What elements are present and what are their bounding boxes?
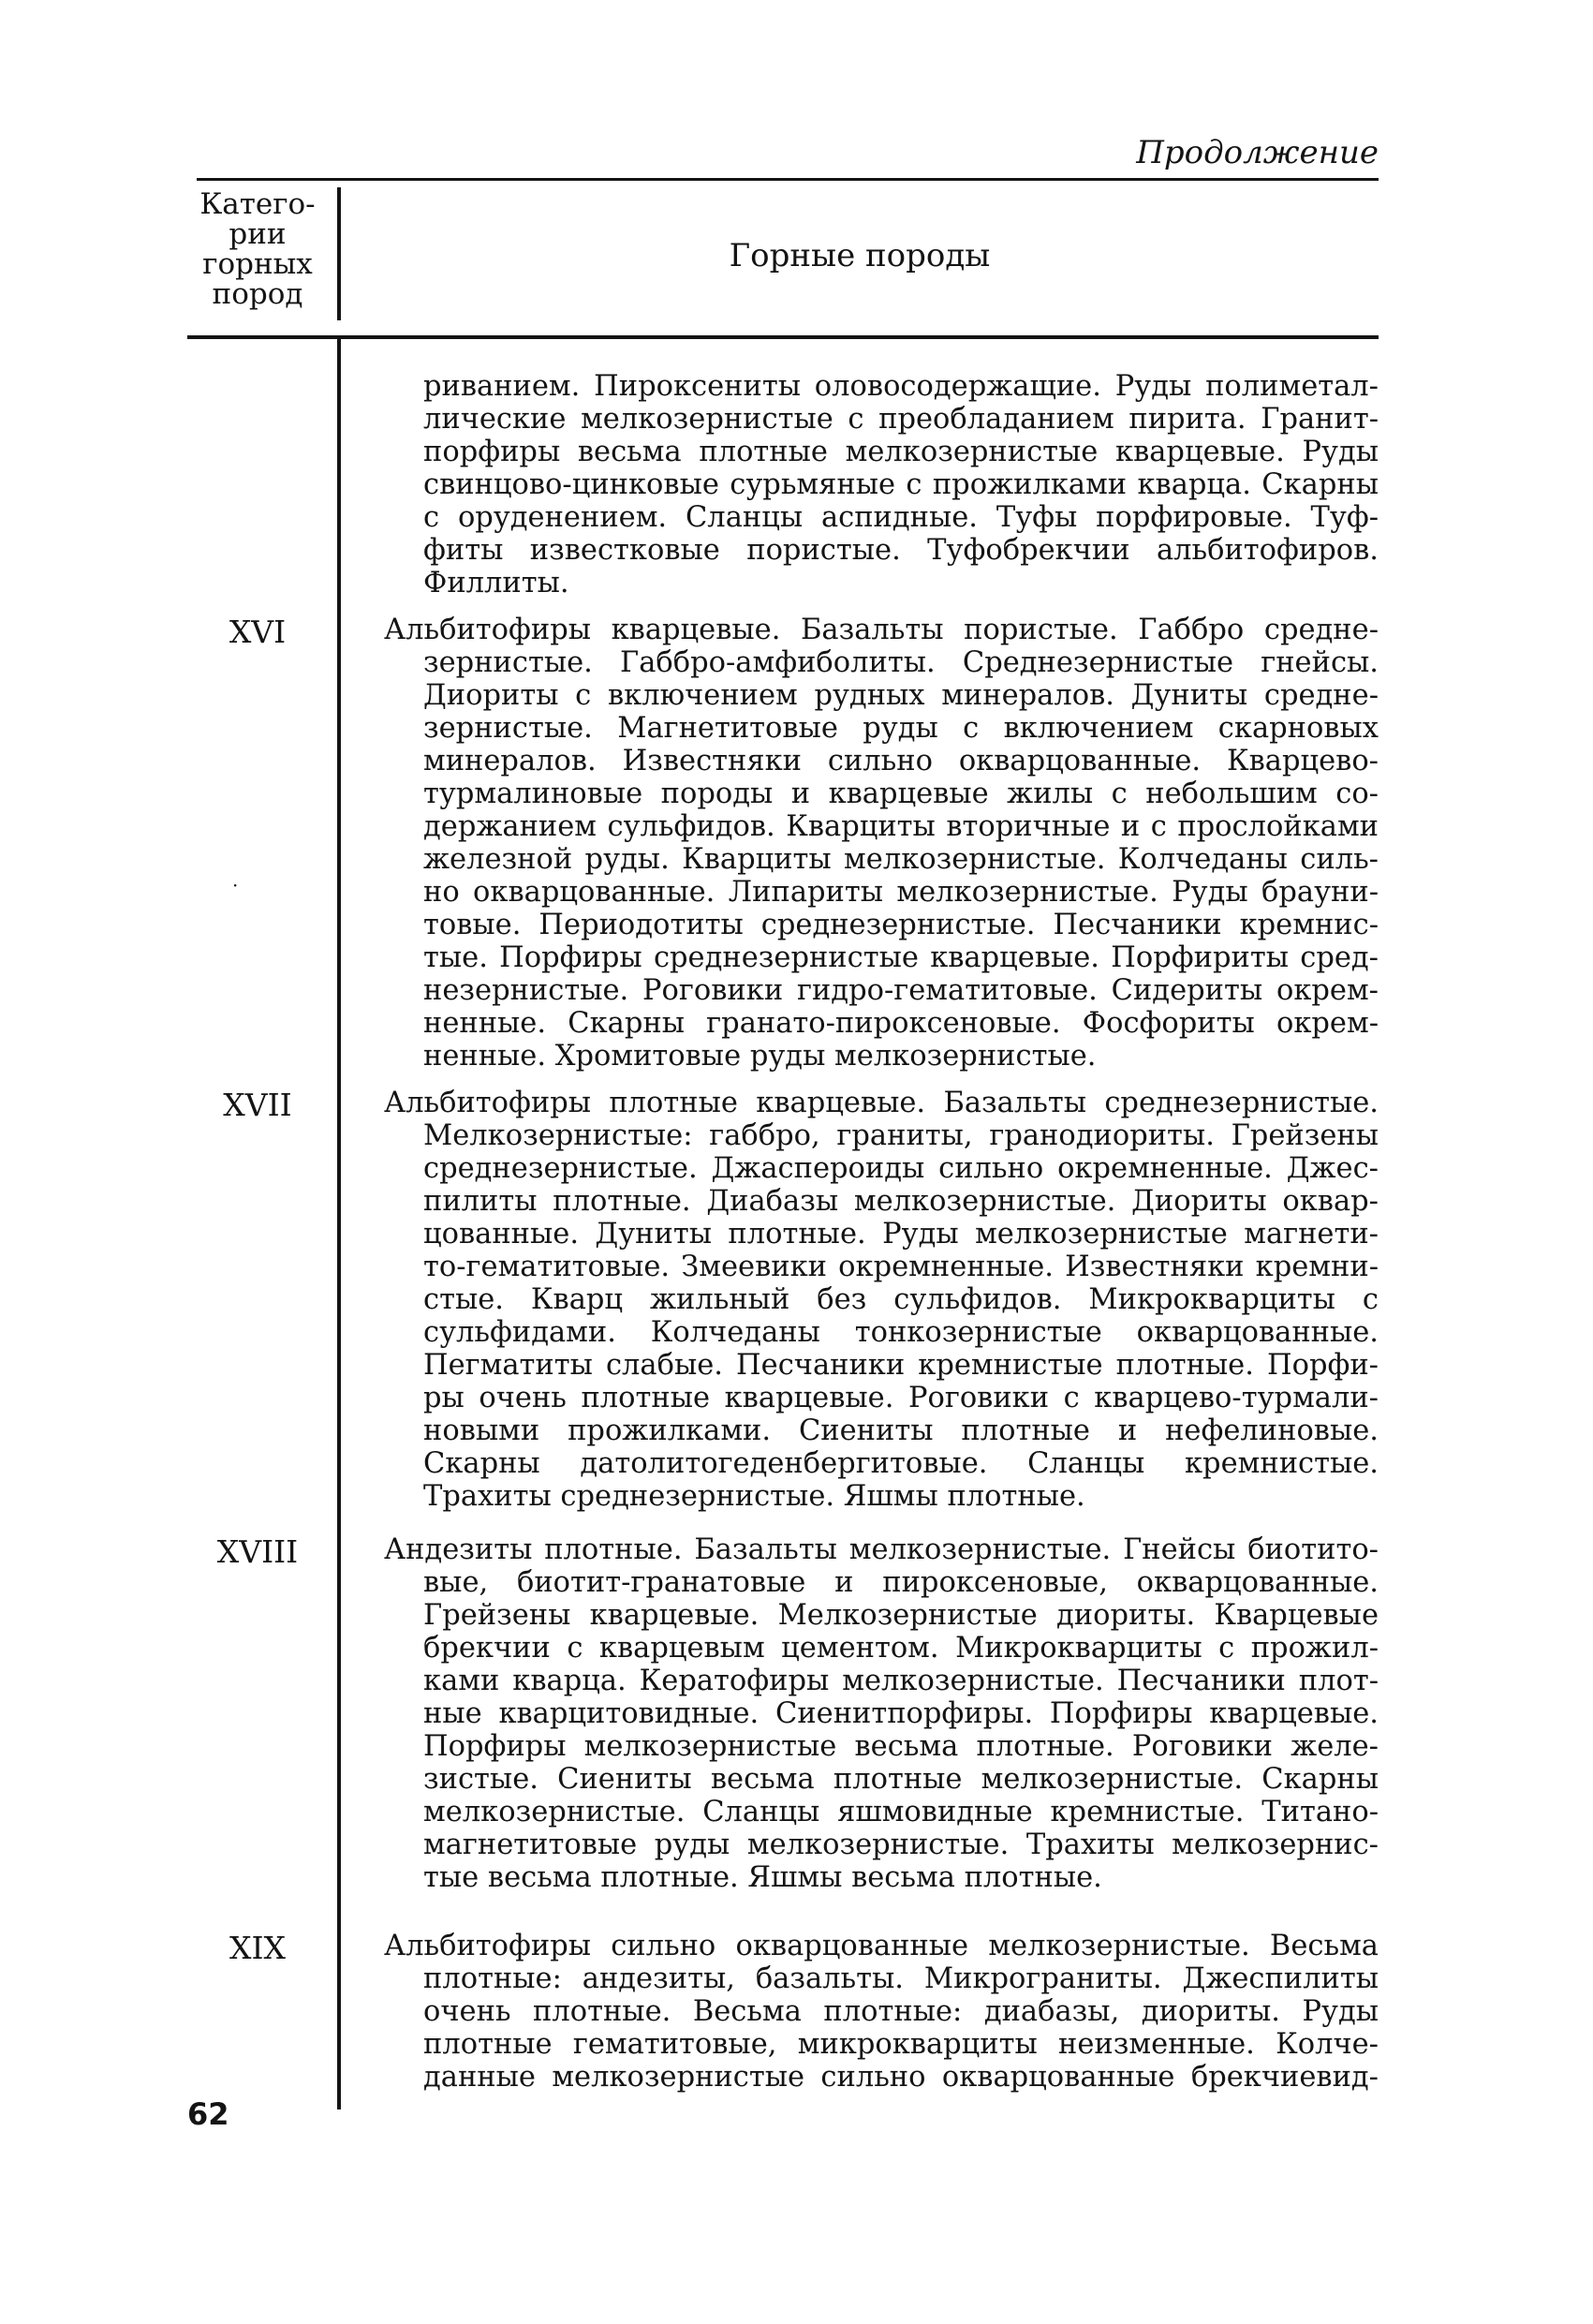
column-header-category: Катего- рии горных пород: [199, 187, 316, 311]
category-label: XVIII: [216, 1533, 299, 1570]
rock-description-xviii: Андезиты плотные. Базальты мелкозернистые. Гнейсы биотито- вые, биотит-гранатовые и пироксеновые, окварцованные. Грейзены кварцевые. Мелкозернистые диориты. Кварцевые брекчии с кварцевым цементом. Микрокварциты с прожил- ками кварца. Кератофиры мелкозернистые. Песчаники плот- ные кварцитовидные. Сиенитпорфиры. Порфиры кварцевые. Порфиры мелкозернистые весьма плотные. Роговики желе- зистые. Сиениты весьма плотные мелкозернистые. Скарны мелкозернистые. Сланцы яшмовидные кремнистые. Титано- магнетитовые руды мелкозернистые. Трахиты мелкозернис- тые весьма плотные. Яшмы весьма плотные.: [384, 1533, 1379, 1894]
category-label: XVI: [229, 614, 287, 650]
rock-description-xvii: Альбитофиры плотные кварцевые. Базальты среднезернистые. Мелкозернистые: габбро, граниты, гранодиориты. Грейзены среднезернистые. Джаспероиды сильно окремненные. Джес- пилиты плотные. Диабазы мелкозернистые. Диориты оквар- цованные. Дуниты плотные. Руды мелкозернистые магнети- то-гематитовые. Змеевики окремненные. Известняки кремни- стые. Кварц жильный без сульфидов. Микрокварциты с сульфидами. Колчеданы тонкозернистые окварцованные. Пегматиты слабые. Песчаники кремнистые плотные. Порфи- ры очень плотные кварцевые. Роговики с кварцево-турмали- новыми прожилками. Сиениты плотные и нефелиновые. Скарны датолитогеденбергитовые. Сланцы кремнистые. Трахиты среднезернистые. Яшмы плотные.: [384, 1087, 1379, 1513]
category-label: XIX: [229, 1930, 287, 1966]
rock-description-xvi: Альбитофиры кварцевые. Базальты пористые. Габбро средне- зернистые. Габбро-амфиболиты. Среднезернистые гнейсы. Диориты с включением рудных минералов. Дуниты средне- зернистые. Магнетитовые руды с включением скарновых минералов. Известняки сильно окварцованные. Кварцево- турмалиновые породы и кварцевые жилы с небольшим со- держанием сульфидов. Кварциты вторичные и с прослойками железной руды. Кварциты мелкозернистые. Колчеданы силь- но окварцованные. Липариты мелкозернистые. Руды брауни- товые. Периодотиты среднезернистые. Песчаники кремнис- тые. Порфиры среднезернистые кварцевые. Порфириты сред- незернистые. Роговики гидро-гематитовые. Сидериты окрем- ненные. Скарны гранато-пироксеновые. Фосфориты окрем- ненные. Хромитовые руды мелкозернистые.: [384, 614, 1379, 1073]
rock-description-xix: Альбитофиры сильно окварцованные мелкозернистые. Весьма плотные: андезиты, базальты. Микрограниты. Джеспилиты очень плотные. Весьма плотные: диабазы, диориты. Руды плотные гематитовые, микрокварциты неизменные. Колче- данные мелкозернистые сильно окварцованные брекчиевид-: [384, 1930, 1379, 2094]
body-column-divider: [337, 339, 341, 2109]
header-bottom-rule: [187, 335, 1379, 339]
header-top-rule: [197, 178, 1379, 181]
category-label: XVII: [223, 1087, 292, 1123]
page-number: 62: [187, 2096, 229, 2132]
rock-description-continued: риванием. Пироксениты оловосодержащие. Руды полиметал- лические мелкозернистые с преобладанием пирита. Гранит- порфиры весьма плотные мелкозернистые кварцевые. Руды свинцово-цинковые сурьмяные с прожилками кварца. Скарны с оруденением. Сланцы аспидные. Туфы порфировые. Туф- фиты известковые пористые. Туфобрекчии альбитофиров. Филлиты.: [423, 370, 1379, 600]
stray-dot: ·: [232, 874, 239, 896]
column-header-rocks: Горные породы: [729, 237, 991, 274]
continuation-label: Продолжение: [1136, 134, 1379, 171]
